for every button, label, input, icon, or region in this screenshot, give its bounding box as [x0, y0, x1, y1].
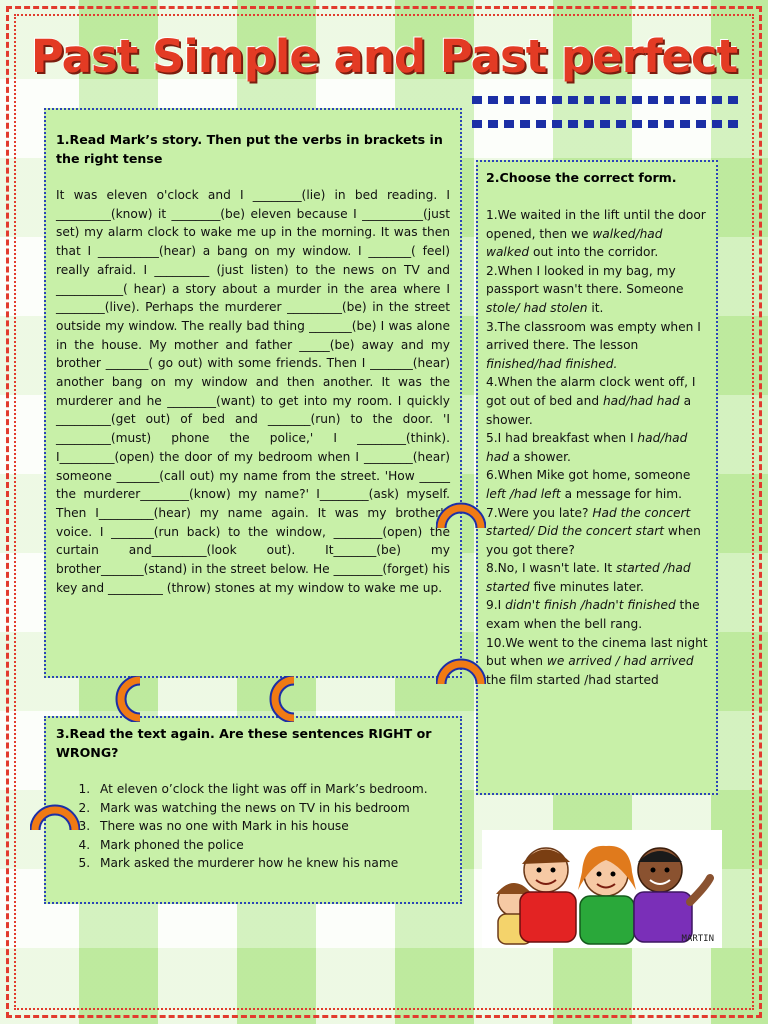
question-text: the film started /had started — [486, 672, 659, 687]
question-text: 4.When the alarm clock went off, I got out of bed and — [486, 375, 696, 408]
list-item: 1. At eleven o’clock the light was off in Mark’s bedroom. — [94, 780, 450, 799]
question-text: it. — [587, 300, 604, 315]
story-text: It was eleven o'clock and I ________(lie) in bed reading. I _________(know) it ________(be) eleven because I __________(just set) my alarm clock to wake me up in the morning. It was then that I __________(hear) a bang on my window. I _______( feel) really afraid. I _________ (just listen) to the news on TV and ___________( hear) a story about a murder in the area where I ________(live). Perhaps the murderer _________(be) in the street outside my window. The really bad thing _______(be) I was alone in the house. My mother and father _____(be) away and my brother _______( go out) with some friends. Then I _______(hear) another bang on my window and then another. It was the murderer and he ________(want) to get into my room. I quickly _________(get out) of bed and _______(run) to the door. 'I _________(must) phone the police,' I ________(think). I_________(open) the door of my bedroom when I ________(hear) someone _______(call out) my name from the street. 'How _____ the murderer________(know) my name?' I________(ask) myself. Then I_________(hear) my name again. It was my brother's voice. I _______(run back) to the window, ________(open) the curtain and_________(look out). It_______(be) my brother_______(stand) in the street below. He ________(forget) his key and _________ (throw) stones at my window to wake me up. — [56, 188, 450, 595]
rainbow-arch-icon — [30, 796, 80, 832]
answer-options: had/had had — [602, 393, 680, 408]
list-item — [486, 318, 708, 374]
question-text: the exam when the bell rang. — [486, 598, 700, 632]
list-item — [486, 262, 708, 318]
rainbow-arch-icon — [260, 676, 300, 722]
right-wrong-list — [56, 780, 450, 873]
question-text: 3.The classroom was empty when I arrived there. The lesson — [486, 319, 701, 353]
answer-options: finished/had finished. — [486, 356, 618, 371]
list-item: 4. Mark phoned the police — [94, 836, 450, 855]
list-item: 2. Mark was watching the news on TV in his bedroom — [94, 799, 450, 818]
image-credit: MARTIN — [681, 934, 714, 944]
section1-heading: 1.Read Mark’s story. Then put the verbs in brackets in the right tense — [56, 132, 443, 166]
rainbow-arch-icon — [106, 676, 146, 722]
page-title: Past Simple and Past perfect — [30, 30, 738, 83]
children-illustration-icon — [482, 830, 722, 948]
list-item — [486, 559, 708, 596]
list-item: 3. There was no one with Mark in his house — [94, 817, 450, 836]
section2-heading: 2.Choose the correct form. — [486, 170, 677, 185]
answer-options: started /had started — [486, 561, 691, 594]
list-item — [486, 429, 708, 466]
question-text: 10.We went to the cinema last night but when — [486, 635, 708, 669]
rainbow-arch-icon — [436, 494, 486, 530]
answer-options: had/had had — [486, 431, 688, 464]
question-text: 9.I — [486, 598, 506, 613]
story-exercise-box — [44, 108, 462, 678]
answer-options: stole/ had stolen — [486, 300, 588, 315]
right-wrong-box — [44, 716, 462, 904]
question-text: when you got there? — [486, 524, 701, 557]
question-text: a shower. — [486, 393, 692, 427]
rainbow-arch-icon — [436, 650, 486, 686]
decorative-dash-bar — [472, 96, 744, 104]
list-item: 5. Mark asked the murderer how he knew his name — [94, 854, 450, 873]
list-item — [486, 634, 708, 690]
list-item — [486, 466, 708, 503]
question-text: 7.Were you late? — [486, 505, 593, 520]
answer-options: walked/had walked — [486, 226, 663, 260]
choose-form-list — [486, 206, 708, 689]
choose-form-box — [476, 160, 718, 795]
kids-clipart — [482, 830, 722, 948]
decorative-dash-bar — [472, 120, 744, 128]
question-text: five minutes later. — [529, 579, 644, 594]
list-item — [486, 373, 708, 429]
list-item — [486, 504, 708, 560]
question-text: 2.When I looked in my bag, my passport wasn't there. Someone — [486, 263, 684, 297]
answer-options: didn't finish /hadn't finished — [505, 598, 676, 613]
question-text: 8.No, I wasn't late. It — [486, 561, 617, 576]
question-text: out into the corridor. — [529, 245, 659, 260]
question-text: a shower. — [508, 449, 571, 464]
answer-options: we arrived / had arrived — [546, 654, 694, 669]
question-text: 5.I had breakfast when I — [486, 431, 638, 446]
answer-options: Had the concert started/ Did the concert start — [486, 505, 691, 539]
question-text: 1.We waited in the lift until the door opened, then we — [486, 208, 706, 241]
question-text: 6.When Mike got home, someone — [486, 468, 691, 483]
list-item — [486, 206, 708, 262]
answer-options: left /had left — [486, 486, 561, 501]
question-text: a message for him. — [560, 486, 683, 501]
section3-heading: 3.Read the text again. Are these sentences RIGHT or WRONG? — [56, 726, 432, 760]
list-item — [486, 596, 708, 633]
